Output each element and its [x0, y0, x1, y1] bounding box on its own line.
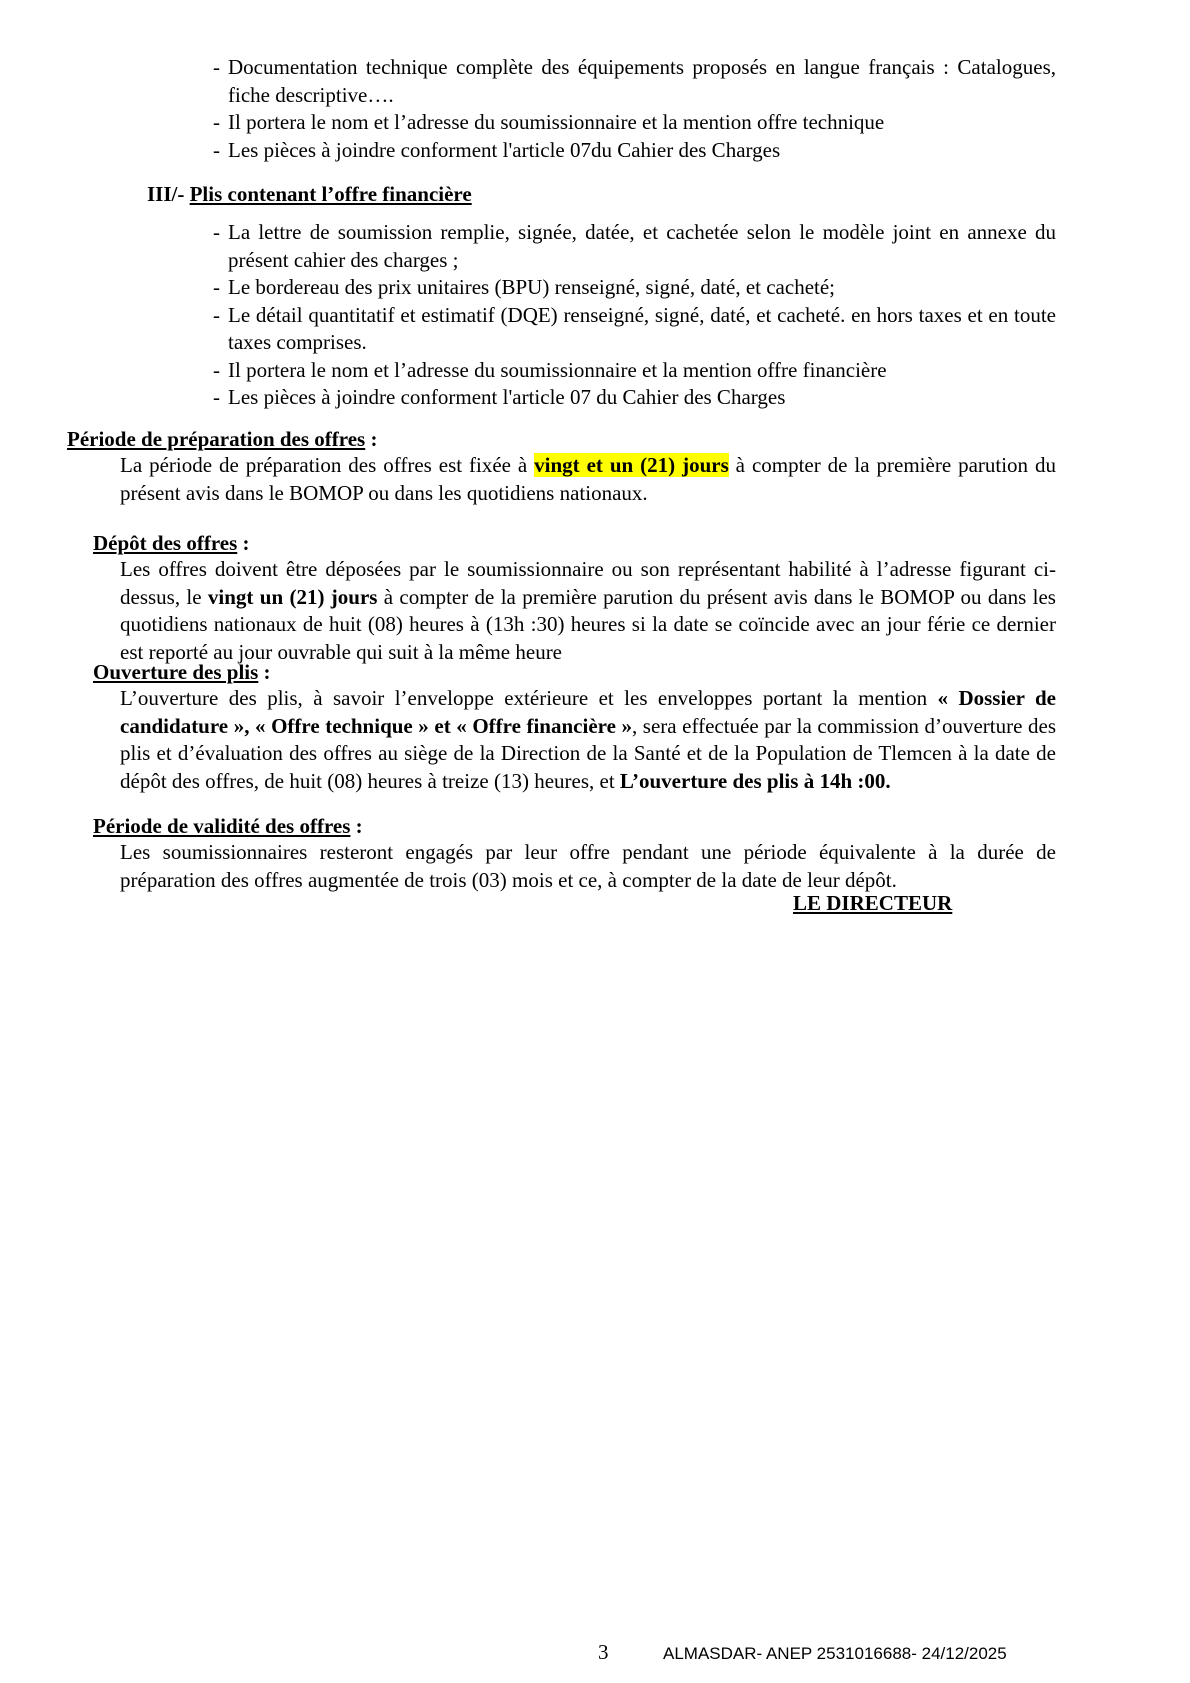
preparation-paragraph — [120, 452, 1056, 507]
list-item: - Documentation technique complète des équipements proposés en langue français : Catalogues, fiche descriptive…. — [213, 54, 1056, 109]
ouverture-bold-1: « Dossier de candidature », « Offre technique » et « Offre financière » — [120, 686, 1056, 738]
heading-colon: : — [258, 660, 271, 684]
ouverture-title: Ouverture des plis — [93, 660, 259, 684]
preparation-highlight: vingt et un (21) jours — [534, 453, 729, 477]
preparation-text-after: à compter de la première parution du présent avis dans le BOMOP ou dans les quotidiens nationaux. — [120, 453, 1056, 505]
signature: LE DIRECTEUR — [793, 891, 953, 915]
list-item: - Il portera le nom et l’adresse du soumissionnaire et la mention offre technique — [213, 109, 1056, 137]
depot-heading — [93, 530, 693, 558]
ouverture-text-1: L’ouverture des plis, à savoir l’enveloppe extérieure et les enveloppes portant la mention — [120, 686, 938, 710]
page-number: 3 — [598, 1640, 609, 1664]
depot-text-before: Les offres doivent être déposées par le soumissionnaire ou son représentant habilité à l’adresse figurant ci-dessus, le — [120, 557, 1056, 609]
list-item: - La lettre de soumission remplie, signée, datée, et cachetée selon le modèle joint en annexe du présent cahier des charges ; — [213, 219, 1056, 274]
validite-title: Période de validité des offres — [93, 814, 351, 838]
list-item: - Les pièces à joindre conforment l'article 07 du Cahier des Charges — [213, 384, 1056, 412]
heading-colon: : — [365, 427, 378, 451]
list-item: - Le bordereau des prix unitaires (BPU) renseigné, signé, daté, et cacheté; — [213, 274, 1056, 302]
section-3-number: III/- — [147, 182, 185, 206]
list-item: - Le détail quantitatif et estimatif (DQE) renseigné, signé, daté, et cacheté. en hors taxes et en toute taxes comprises. — [213, 302, 1056, 357]
validite-text: Les soumissionnaires resteront engagés par leur offre pendant une période équivalente à la durée de préparation des offres augmentée de trois (03) mois et ce, à compter de la date de leur dépôt. — [120, 840, 1056, 892]
footer-reference: ALMASDAR- ANEP 2531016688- 24/12/2025 — [663, 1644, 1007, 1663]
ouverture-bold-2: L’ouverture des plis à 14h :00. — [619, 768, 891, 793]
list-item: - Les pièces à joindre conforment l'article 07du Cahier des Charges — [213, 137, 1056, 165]
validite-heading — [93, 813, 693, 841]
depot-title: Dépôt des offres — [93, 531, 238, 555]
validite-paragraph — [120, 839, 1056, 894]
heading-colon: : — [350, 814, 363, 838]
heading-colon: : — [237, 531, 250, 555]
depot-text-after: à compter de la première parution du présent avis dans le BOMOP ou dans les quotidiens nationaux de huit (08) heures à (13h :30) heures si la date se coïncide avec an jour férie ce dernier est reporté au jour ouvrable qui suit à la même heure — [120, 584, 1056, 664]
financial-offer-list — [213, 219, 1056, 412]
technical-offer-list — [213, 54, 1056, 164]
section-3-heading — [147, 181, 847, 209]
section-3-title: Plis contenant l’offre financière — [189, 182, 472, 206]
depot-bold: vingt un (21) jours — [207, 584, 378, 609]
preparation-title: Période de préparation des offres — [67, 427, 366, 451]
ouverture-text-2: , sera effectuée par la commission d’ouverture des plis et d’évaluation des offres au siège de la Direction de la Santé et de la Population de Tlemcen à la date de dépôt des offres, de huit (08) heures à treize (13) heures, et — [120, 713, 1056, 793]
depot-paragraph — [120, 556, 1056, 666]
list-item: - Il portera le nom et l’adresse du soumissionnaire et la mention offre financière — [213, 357, 1056, 385]
ouverture-paragraph — [120, 685, 1056, 795]
ouverture-heading — [93, 659, 693, 687]
preparation-heading — [67, 426, 667, 454]
preparation-text-before: La période de préparation des offres est fixée à — [120, 453, 535, 477]
